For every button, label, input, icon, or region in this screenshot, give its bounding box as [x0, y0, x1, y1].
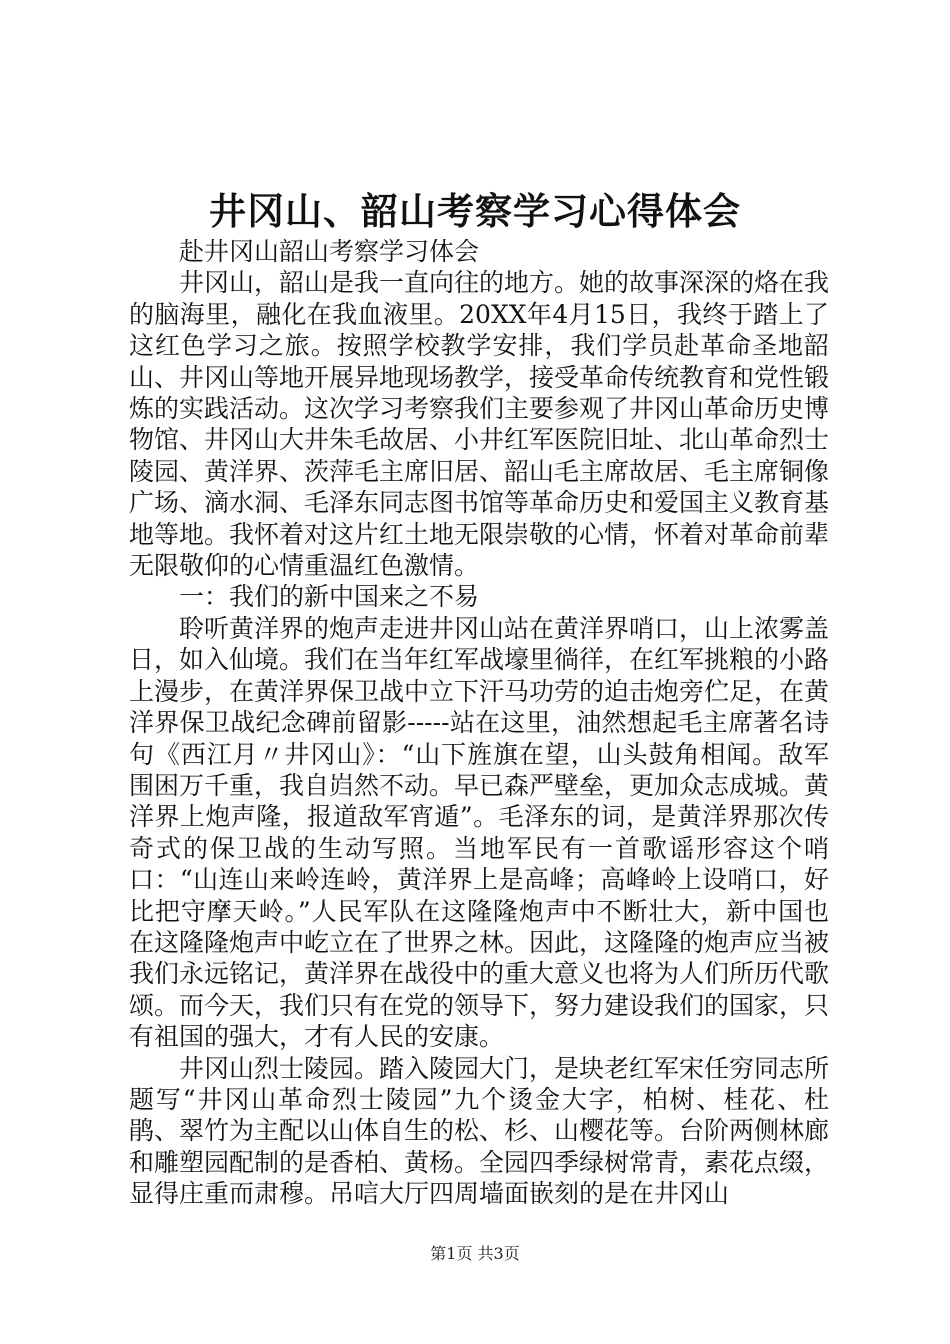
- page-number-footer: 第1页 共3页: [430, 1244, 520, 1263]
- huangyangjie-paragraph: 聆听黄洋界的炮声走进井冈山站在黄洋界哨口，山上浓雾盖日，如入仙境。我们在当年红军战壕里徜徉，在红军挑粮的小路上漫步，在黄洋界保卫战中立下汗马功劳的迫击炮旁伫足，在黄洋界保卫战纪念碑前留影-----站在这里，油然想起毛主席著名诗句《西江月〃井冈山》：“山下旌旗在望，山头鼓角相闻。敌军围困万千重，我自岿然不动。早已森严壁垒，更加众志成城。黄洋界上炮声隆，报道敌军宵遁”。毛泽东的词，是黄洋界那次传奇式的保卫战的生动写照。当地军民有一首歌谣形容这个哨口：“山连山来岭连岭，黄洋界上是高峰；高峰岭上设哨口，好比把守摩天岭。”人民军队在这隆隆炮声中不断壮大，新中国也在这隆隆炮声中屹立在了世界之林。因此，这隆隆的炮声应当被我们永远铭记，黄洋界在战役中的重大意义也将为人们所历代歌颂。而今天，我们只有在党的领导下，努力建设我们的国家，只有祖国的强大，才有人民的安康。: [129, 613, 830, 1052]
- section-heading: 一：我们的新中国来之不易: [179, 582, 480, 612]
- intro-paragraph: 井冈山，韶山是我一直向往的地方。她的故事深深的烙在我的脑海里，融化在我血液里。20XX年4月15日，我终于踏上了这红色学习之旅。按照学校教学安排，我们学员赴革命圣地韶山、井冈山等地开展异地现场教学，接受革命传统教育和党性锻炼的实践活动。这次学习考察我们主要参观了井冈山革命历史博物馆、井冈山大井朱毛故居、小井红军医院旧址、北山革命烈士陵园、黄洋界、茨萍毛主席旧居、韶山毛主席故居、毛主席铜像广场、滴水洞、毛泽东同志图书馆等革命历史和爱国主义教育基地等地。我怀着对这片红土地无限崇敬的心情，怀着对革命前辈无限敬仰的心情重温红色激情。: [129, 268, 830, 581]
- document-body: [129, 236, 829, 1210]
- subtitle-paragraph: 赴井冈山韶山考察学习体会: [179, 237, 480, 266]
- cemetery-paragraph: 井冈山烈士陵园。踏入陵园大门，是块老红军宋任穷同志所题写“井冈山革命烈士陵园”九个烫金大字，柏树、桂花、杜鹃、翠竹为主配以山体自生的松、杉、山樱花等。台阶两侧林廊和雕塑园配制的是香柏、黄杨。全园四季绿树常青，素花点缀，显得庄重而肃穆。吊唁大厅四周墙面嵌刻的是在井冈山: [129, 1053, 830, 1209]
- document-title: 井冈山、韶山考察学习心得体会: [209, 189, 741, 233]
